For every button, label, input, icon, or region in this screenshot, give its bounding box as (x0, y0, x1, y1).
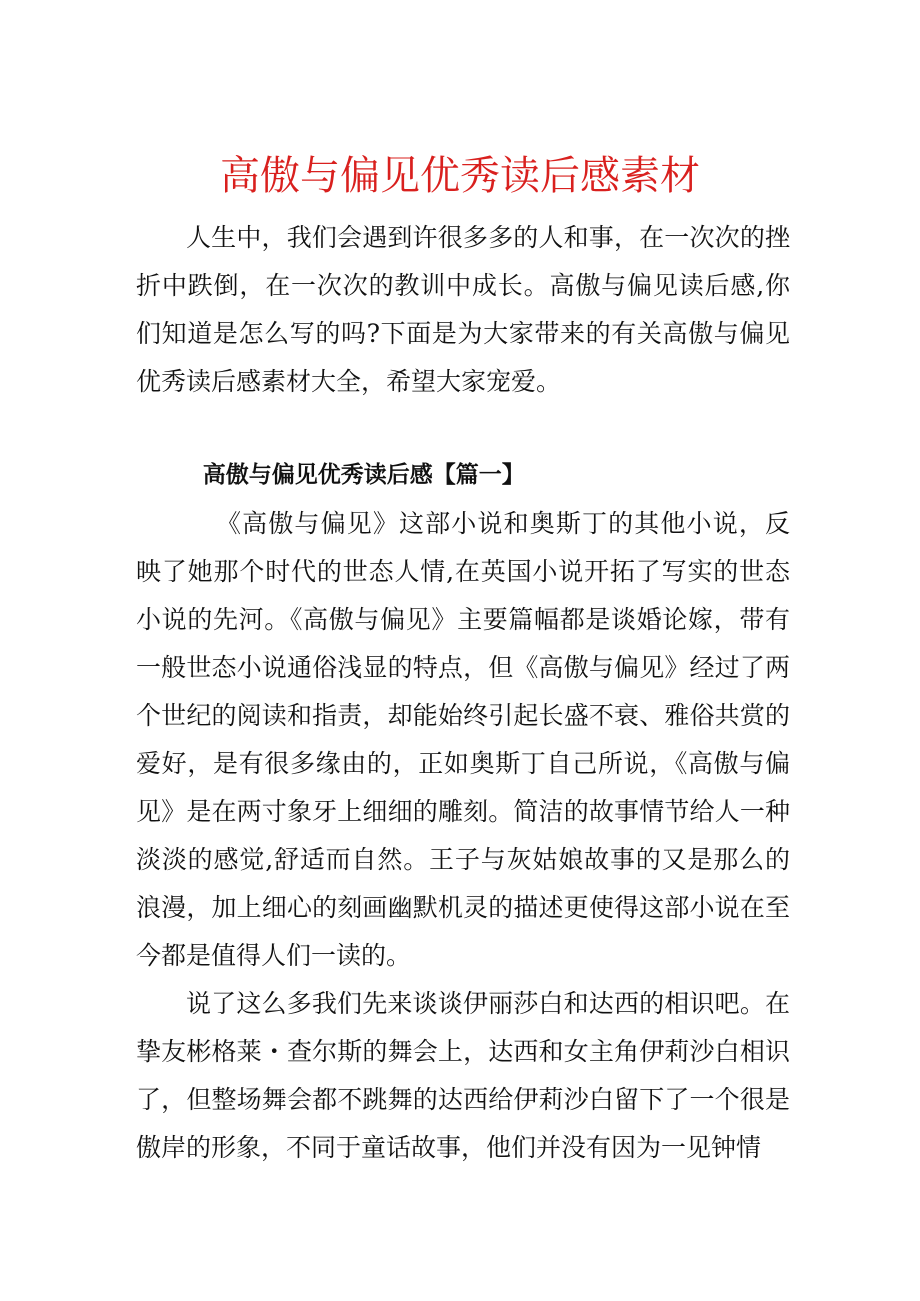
section-heading: 高傲与偏见优秀读后感【篇一】 (202, 461, 525, 488)
document-title: 高傲与偏见优秀读后感素材 (220, 153, 700, 199)
body-paragraph-1: 《高傲与偏见》这部小说和奥斯丁的其他小说，反映了她那个时代的世态人情,在英国小说开拓了写实的世态小说的先河。《高傲与偏见》主要篇幅都是谈婚论嫁，带有一般世态小说通俗浅显的特点，但《高傲与偏见》经过了两个世纪的阅读和指责，却能始终引起长盛不衰、雅俗共赏的爱好，是有很多缘由的，正如奥斯丁自己所说，《高傲与偏见》是在两寸象牙上细细的雕刻。简洁的故事情节给人一种淡淡的感觉,舒适而自然。王子与灰姑娘故事的又是那么的浪漫，加上细心的刻画幽默机灵的描述更使得这部小说在至今都是值得人们一读的。 (136, 509, 790, 970)
body-paragraph-2: 说了这么多我们先来谈谈伊丽莎白和达西的相识吧。在挚友彬格莱・查尔斯的舞会上，达西和女主角伊莉沙白相识了，但整场舞会都不跳舞的达西给伊莉沙白留下了一个很是傲岸的形象，不同于童话故事，他们并没有因为一见钟情 (136, 989, 790, 1162)
intro-paragraph: 人生中，我们会遇到许很多多的人和事，在一次次的挫折中跌倒，在一次次的教训中成长。高傲与偏见读后感,你们知道是怎么写的吗?下面是为大家带来的有关高傲与偏见优秀读后感素材大全，希望大家宠爱。 (136, 223, 790, 396)
